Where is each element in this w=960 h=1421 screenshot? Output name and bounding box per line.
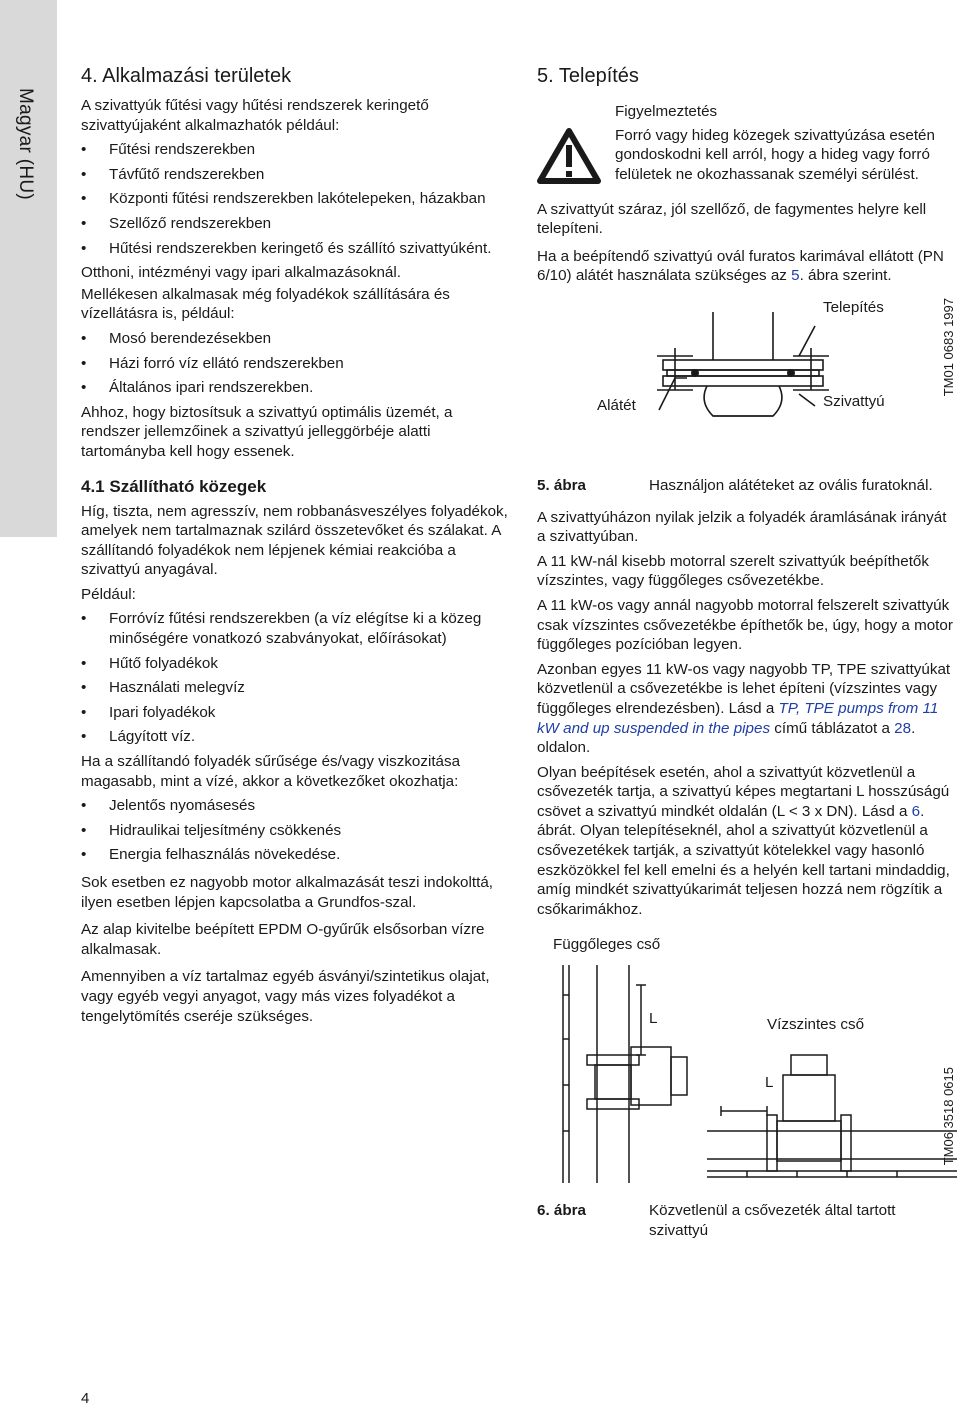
density-effects-list (81, 796, 511, 865)
mineral-oil-paragraph: Amennyiben a víz tartalmaz egyéb ásványi/szintetikus olajat, vagy egyéb vegyi anyagot, vagy más vizes folyadékot a tengelytömítés cseréje szükséges. (81, 968, 490, 1025)
density-paragraph: Ha a szállítandó folyadék sűrűsége és/vagy viszkozitása magasabb, mint a vízé, akkor a következőket okozhatja: (81, 753, 461, 790)
fluids-list (81, 609, 511, 747)
figure-5-caption-text: Használjon alátéteket az ovális furatoknál. (649, 476, 933, 494)
list-item: • Forróvíz fűtési rendszerekben (a víz elégítse ki a közeg minőségére vonatkozó szabványokat, előírásokat) (81, 609, 511, 648)
figure-5 (537, 298, 957, 476)
flow-arrow-paragraph: A szivattyúházon nyilak jelzik a folyadék áramlásának irányát a szivattyúban. (537, 508, 947, 546)
motor-paragraph: Sok esetben ez nagyobb motor alkalmazását teszi indokolttá, ilyen esetben lépjen kapcsolatba a Grundfos-szal. (81, 874, 493, 911)
epdm-paragraph: Az alap kivitelbe beépített EPDM O-gyűrűk elsősorban vízre alkalmasak. (81, 921, 485, 958)
under-11kw-paragraph: A 11 kW-nál kisebb motorral szerelt szivattyúk beépíthetők vízszintes, vagy függőleges csővezetékbe. (537, 552, 929, 590)
over-11kw-paragraph: A 11 kW-os vagy annál nagyobb motorral felszerelt szivattyúk csak vízszintes csővezetékbe építhetők be, úgy, hogy a motor függőleges pozícióban legyen. (537, 596, 953, 654)
figure-6-caption (537, 1201, 957, 1240)
figure-5-label-pump: Szivattyú (823, 392, 885, 410)
list-item: • Energia felhasználás növekedése. (81, 845, 511, 865)
warning-icon (537, 102, 615, 190)
example-label: Például: (81, 585, 136, 603)
figure-6-label-L-vertical: L (649, 1010, 658, 1028)
oval-flange-paragraph: Ha a beépítendő szivattyú ovál furatos karimával ellátott (PN 6/10) alátét használata szükséges az 5. ábra szerint. (537, 247, 944, 285)
pipe-supported-pump-drawing (537, 935, 957, 1183)
right-column (537, 64, 957, 1253)
list-item: • Hűtő folyadékok (81, 654, 511, 674)
list-item: • Központi fűtési rendszerekben lakótelepeken, házakban (81, 189, 511, 209)
figure-5-label-install: Telepítés (823, 298, 884, 316)
side-uses-list (81, 329, 511, 398)
heating-systems-list (81, 140, 511, 258)
language-side-tab (0, 0, 57, 537)
figure-6-code: TM06 3518 0615 (941, 1067, 956, 1166)
figure-6-caption-number: 6. ábra (537, 1202, 586, 1220)
figure-6-caption-text: Közvetlenül a csővezeték által tartott szivattyú (649, 1202, 896, 1240)
list-item: • Általános ipari rendszerekben. (81, 378, 511, 398)
figure-5-code: TM01 0683 1997 (941, 297, 956, 397)
page-number: 4 (81, 1390, 90, 1407)
figure-5-caption (537, 476, 957, 496)
list-item: • Házi forró víz ellátó rendszerekben (81, 354, 511, 374)
list-item: • Használati melegvíz (81, 678, 511, 698)
list-item: • Távfűtő rendszerekben (81, 165, 511, 185)
tp-tpe-paragraph: Azonban egyes 11 kW-os vagy nagyobb TP, TPE szivattyúkat közvetlenül a csővezetékbe is lehet építeni (vízszintes vagy függőleges elrendezésben). Lásd a TP, TPE pumps from 11 kW and up suspended in the pipes című táblázatot a 28. oldalon. (537, 660, 951, 757)
list-item: • Hűtési rendszerekben keringető és szállító szivattyúként. (81, 239, 511, 259)
list-item: • Fűtési rendszerekben (81, 140, 511, 160)
optimal-operation-paragraph: Ahhoz, hogy biztosítsuk a szivattyú optimális üzemét, a rendszer jellemzőinek a szivattyú jelleggörbéje alatti tartományba kell hogy essenek. (81, 403, 453, 460)
list-item: • Lágyított víz. (81, 727, 511, 747)
section-4-title: 4. Alkalmazási területek (81, 65, 292, 87)
figure-5-link[interactable]: 5 (791, 267, 800, 285)
list-item: • Jelentős nyomásesés (81, 796, 511, 816)
fluids-paragraph: Híg, tiszta, nem agresszív, nem robbanásveszélyes folyadékok, amelyek nem tartalmaznak szilárd összetevőket és szálakat. A szállítandó folyadékok nem lépjenek kémiai reakcióba a szivattyú anyagával. (81, 502, 508, 579)
flange-washer-drawing (537, 298, 957, 476)
figure-6-label-horizontal: Vízszintes cső (767, 1016, 865, 1034)
section-4-1-title: 4.1 Szállítható közegek (81, 476, 267, 496)
pipe-support-paragraph: Olyan beépítések esetén, ahol a szivattyút közvetlenül a csővezeték tartja, a szivattyú képes megtartani L hosszúságú csövet a szivattyú mindkét oldalán (L < 3 x DN). Lásd a 6. ábrát. Olyan telepítéseknél, ahol a szivattyút közvetlenül a csővezetékek tartják, a szivattyút kötelekkel vagy hasonló eszközökkel fel kell emelni és a helyén kell tartani mindaddig, amíg mindkét szivattyúkarimát teljesen hozzá nem rögzítik a csőkarimákhoz. (537, 763, 950, 918)
list-item: • Hidraulikai teljesítmény csökkenés (81, 821, 511, 841)
figure-6-link[interactable]: 6 (911, 802, 921, 820)
intro-paragraph: A szivattyúk fűtési vagy hűtési rendszerek keringető szivattyújaként alkalmazhatók például: (81, 97, 429, 134)
warning-text: Forró vagy hideg közegek szivattyúzása esetén gondoskodni kell arról, hogy a hideg vagy forró felületek ne okozhassanak személyi sérülést. (615, 126, 935, 183)
list-item: • Mosó berendezésekben (81, 329, 511, 349)
warning-box (537, 102, 957, 190)
page-28-link[interactable]: 28 (894, 719, 912, 737)
tp-tpe-table-link[interactable]: TP, TPE pumps from 11 kW and up suspended in the pipes (537, 699, 939, 737)
applications-paragraph: Otthoni, intézményi vagy ipari alkalmazásoknál. (81, 264, 401, 282)
dry-location-paragraph: A szivattyút száraz, jól szellőző, de fagymentes helyre kell telepíteni. (537, 200, 927, 238)
figure-6-label-vertical: Függőleges cső (553, 936, 661, 954)
language-tab-label: Magyar (HU) (15, 88, 36, 201)
left-column (81, 64, 511, 1031)
list-item: • Ipari folyadékok (81, 703, 511, 723)
figure-6-label-L-horizontal: L (765, 1074, 774, 1092)
section-5-title: 5. Telepítés (537, 65, 639, 87)
figure-6 (537, 935, 957, 1183)
warning-title: Figyelmeztetés (615, 103, 718, 120)
figure-5-label-washer: Alátét (597, 396, 636, 414)
list-item: • Szellőző rendszerekben (81, 214, 511, 234)
side-uses-paragraph: Mellékesen alkalmasak még folyadékok szállítására és vízellátásra is, például: (81, 285, 450, 323)
figure-5-caption-number: 5. ábra (537, 476, 586, 494)
